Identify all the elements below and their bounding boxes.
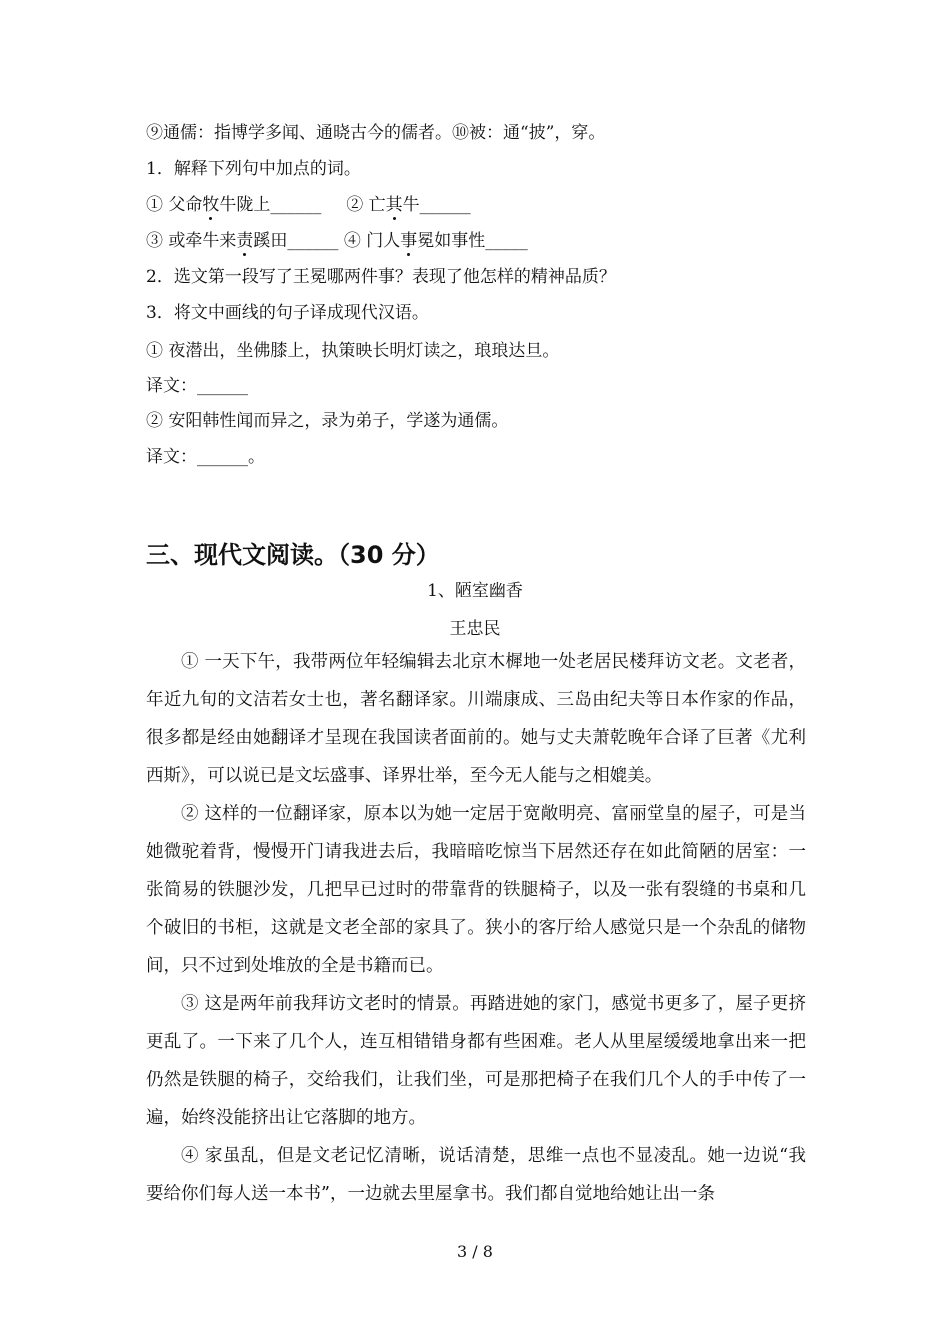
page-number: 3 / 8 bbox=[457, 1242, 493, 1261]
sentence-1: ① 夜潜出，坐佛膝上，执策映长明灯读之，琅琅达旦。 bbox=[146, 341, 560, 361]
item-4-dotted-word: 事 bbox=[400, 231, 418, 251]
question-1: 1．解释下列句中加点的词。 bbox=[146, 159, 361, 179]
question-1-items-row-2 bbox=[146, 230, 528, 252]
paragraph-3: ③ 这是两年前我拜访文老时的情景。再踏进她的家门，感觉书更多了，屋子更挤更乱了。一下来了几个人，连互相错错身都有些困难。老人从里屋缓缓地拿出来一把仍然是铁腿的椅子，交给我们，让我们坐，可是那把椅子在我们几个人的手中传了一遍，始终没能挤出让它落脚的地方。 bbox=[146, 994, 806, 1128]
item-3-prefix: ③ 或牵牛来 bbox=[146, 231, 237, 251]
paragraph-2: ② 这样的一位翻译家，原本以为她一定居于宽敞明亮、富丽堂皇的屋子，可是当她微驼着背，慢慢开门请我进去后，我暗暗吃惊当下居然还存在如此简陋的居室：一张简易的铁腿沙发，几把早已过时的带靠背的铁腿椅子，以及一张有裂缝的书桌和几个破旧的书柜，这就是文老全部的家具了。狭小的客厅给人感觉只是一个杂乱的储物间，只不过到处堆放的全是书籍而已。 bbox=[146, 804, 806, 976]
annotation-notes: ⑨通儒：指博学多闻、通晓古今的儒者。⑩被：通“披”，穿。 bbox=[146, 123, 606, 143]
question-1-items-row-1 bbox=[146, 194, 471, 216]
item-4-prefix: ④ 门人 bbox=[343, 231, 401, 251]
translation-1: 译文：______ bbox=[146, 376, 248, 396]
item-1-dotted-word: 牧 bbox=[202, 195, 220, 215]
item-2-suffix: 牛______ bbox=[402, 195, 471, 215]
paragraph-4: ④ 家虽乱，但是文老记忆清晰，说话清楚，思维一点也不显凌乱。她一边说“我要给你们每人送一本书”，一边就去里屋拿书。我们都自觉地给她让出一条 bbox=[146, 1146, 806, 1204]
item-4-suffix: 冕如事性_____ bbox=[417, 231, 528, 251]
item-3-suffix: 蹊田______ bbox=[253, 231, 339, 251]
item-1-prefix: ① 父命 bbox=[146, 195, 203, 215]
item-1-suffix: 牛陇上______ bbox=[219, 195, 322, 215]
item-2-prefix: ② 亡 bbox=[346, 195, 386, 215]
item-2-dotted-word: 其 bbox=[385, 195, 403, 215]
sentence-2: ② 安阳韩性闻而异之，录为弟子，学遂为通儒。 bbox=[146, 411, 509, 431]
item-3-dotted-word: 责 bbox=[236, 231, 254, 251]
question-3: 3．将文中画线的句子译成现代汉语。 bbox=[146, 303, 429, 323]
article-author: 王忠民 bbox=[449, 619, 501, 639]
paragraph-1: ① 一天下午，我带两位年轻编辑去北京木樨地一处老居民楼拜访文老。文老者，年近九旬的文洁若女士也，著名翻译家。川端康成、三岛由纪夫等日本作家的作品，很多都是经由她翻译才呈现在我国读者面前的。她与丈夫萧乾晚年合译了巨著《尤利西斯》，可以说已是文坛盛事、译界壮举，至今无人能与之相媲美。 bbox=[146, 652, 806, 786]
article-title: 1、陋室幽香 bbox=[427, 581, 523, 601]
translation-2: 译文：______。 bbox=[146, 447, 265, 467]
question-2: 2．选文第一段写了王冕哪两件事？表现了他怎样的精神品质？ bbox=[146, 267, 616, 287]
section-heading: 三、现代文阅读。（30 分） bbox=[146, 541, 440, 569]
